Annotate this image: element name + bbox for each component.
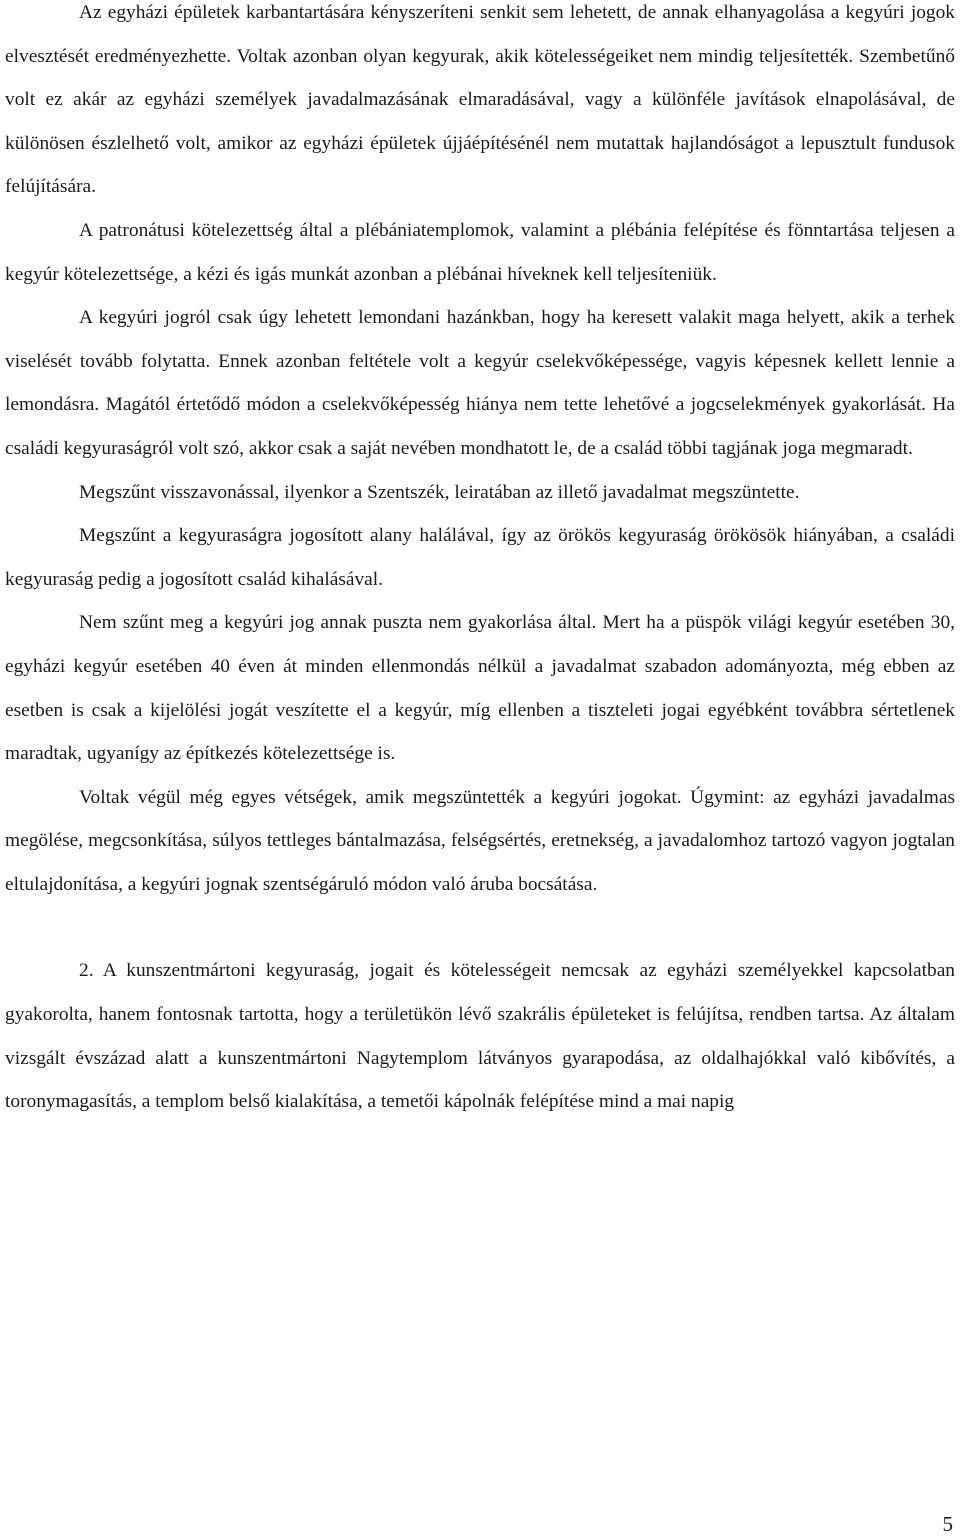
document-body [5, 0, 955, 1124]
paragraph-6: Nem szűnt meg a kegyúri jog annak puszta nem gyakorlása által. Mert ha a püspök világi kegyúr esetében 30, egyházi kegyúr esetében 40 éven át minden ellenmondás nélkül a javadalmat szabadon adományozta, még ebben az esetben is csak a kijelölési jogát veszítette el a kegyúr, míg ellenben a tiszteleti jogai egyébként továbbra sértetlenek maradtak, ugyanígy az építkezés kötelezettsége is. [5, 612, 955, 765]
page-number: 5 [942, 1512, 953, 1536]
paragraph-2: A patronátusi kötelezettség által a plébániatemplomok, valamint a plébánia felépítése és fönntartása teljesen a kegyúr kötelezettsége, a kézi és igás munkát azonban a plébánai híveknek kell teljesíteniük. [5, 219, 955, 285]
paragraph-8-section-2: 2. A kunszentmártoni kegyuraság, jogait és kötelességeit nemcsak az egyházi személyekkel kapcsolatban gyakorolta, hanem fontosnak tartotta, hogy a területükön lévő szakrális épületeket is felújítsa, rendben tartsa. Az általam vizsgált évszázad alatt a kunszentmártoni Nagytemplom látványos gyarapodása, az oldalhajókkal való kibővítés, a toronymagasítás, a templom belső kialakítása, a temetői kápolnák felépítése mind a mai napig [5, 960, 955, 1113]
paragraph-5: Megszűnt a kegyuraságra jogosított alany halálával, így az örökös kegyuraság örökösök hiányában, a családi kegyuraság pedig a jogosított család kihalásával. [5, 525, 955, 590]
paragraph-4: Megszűnt visszavonással, ilyenkor a Szentszék, leiratában az illető javadalmat megszüntette. [79, 481, 800, 503]
paragraph-3: A kegyúri jogról csak úgy lehetett lemondani hazánkban, hogy ha keresett valakit maga helyett, akik a terhek viselését tovább folytatta. Ennek azonban feltétele volt a kegyúr cselekvőképessége, vagyis képesnek kellett lennie a lemondásra. Magától értetődő módon a cselekvőképesség hiánya nem tette lehetővé a jogcselekmények gyakorlását. Ha családi kegyuraságról volt szó, akkor csak a saját nevében mondhatott le, de a család többi tagjának joga megmaradt. [5, 307, 955, 459]
paragraph-7: Voltak végül még egyes vétségek, amik megszüntették a kegyúri jogokat. Úgymint: az egyházi javadalmas megölése, megcsonkítása, súlyos tettleges bántalmazása, felségsértés, eretnekség, a javadalomhoz tartozó vagyon jogtalan eltulajdonítása, a kegyúri jognak szentségáruló módon való áruba bocsátása. [5, 786, 955, 895]
paragraph-1: Az egyházi épületek karbantartására kényszeríteni senkit sem lehetett, de annak elhanyagolása a kegyúri jogok elvesztését eredményezhette. Voltak azonban olyan kegyurak, akik kötelességeiket nem mindig teljesítették. Szembetűnő volt ez akár az egyházi személyek javadalmazásának elmaradásával, vagy a különféle javítások elnapolásával, de különösen észlelhető volt, amikor az egyházi épületek újjáépítésénél nem mutattak hajlandóságot a lepusztult fundusok felújítására. [5, 2, 955, 198]
